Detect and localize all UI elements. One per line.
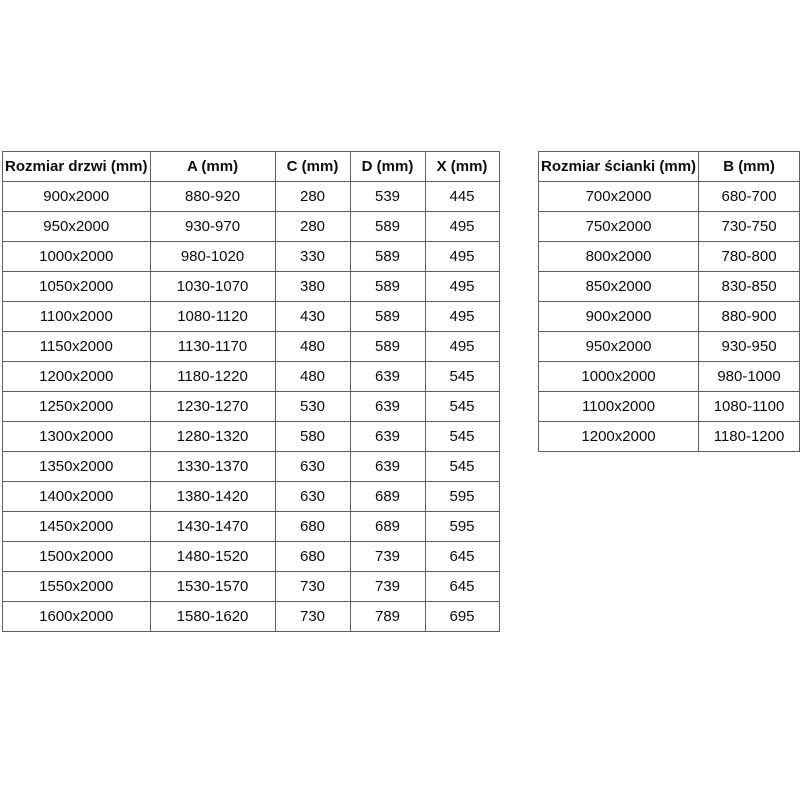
- table-cell: 1530-1570: [150, 572, 275, 602]
- table-cell: 1080-1100: [699, 392, 800, 422]
- door-sizes-table: [2, 151, 500, 632]
- table-cell: 1400x2000: [3, 482, 151, 512]
- table-cell: 1230-1270: [150, 392, 275, 422]
- wall-sizes-header-row: [539, 152, 800, 182]
- table-cell: 1200x2000: [3, 362, 151, 392]
- table-row: [539, 302, 800, 332]
- table-row: [3, 452, 500, 482]
- table-cell: 630: [275, 452, 350, 482]
- table-cell: 639: [350, 392, 425, 422]
- table-cell: 830-850: [699, 272, 800, 302]
- table-cell: 1480-1520: [150, 542, 275, 572]
- table-cell: 1030-1070: [150, 272, 275, 302]
- table-cell: 800x2000: [539, 242, 699, 272]
- table-row: [3, 602, 500, 632]
- table-cell: 1330-1370: [150, 452, 275, 482]
- table-cell: 730: [275, 572, 350, 602]
- table-cell: 1500x2000: [3, 542, 151, 572]
- table-row: [3, 182, 500, 212]
- table-cell: 595: [425, 482, 499, 512]
- table-cell: 595: [425, 512, 499, 542]
- table-cell: 700x2000: [539, 182, 699, 212]
- table-row: [3, 212, 500, 242]
- table-cell: 880-900: [699, 302, 800, 332]
- table-cell: 730-750: [699, 212, 800, 242]
- table-cell: 1100x2000: [3, 302, 151, 332]
- door-sizes-grid: [2, 151, 500, 632]
- wall-sizes-body: [539, 182, 800, 452]
- table-row: [539, 422, 800, 452]
- table-cell: 495: [425, 212, 499, 242]
- table-cell: 589: [350, 272, 425, 302]
- table-cell: 950x2000: [539, 332, 699, 362]
- table-cell: 689: [350, 512, 425, 542]
- table-cell: 1000x2000: [539, 362, 699, 392]
- table-cell: 280: [275, 182, 350, 212]
- column-header-a: A (mm): [150, 152, 275, 182]
- table-cell: 639: [350, 452, 425, 482]
- table-row: [3, 512, 500, 542]
- table-cell: 1380-1420: [150, 482, 275, 512]
- table-cell: 1000x2000: [3, 242, 151, 272]
- table-cell: 639: [350, 362, 425, 392]
- table-row: [539, 392, 800, 422]
- table-cell: 1150x2000: [3, 332, 151, 362]
- table-row: [3, 482, 500, 512]
- table-cell: 739: [350, 572, 425, 602]
- table-cell: 645: [425, 572, 499, 602]
- table-cell: 730: [275, 602, 350, 632]
- table-row: [3, 422, 500, 452]
- table-cell: 980-1020: [150, 242, 275, 272]
- table-row: [3, 242, 500, 272]
- wall-sizes-grid: [538, 151, 800, 452]
- table-cell: 495: [425, 242, 499, 272]
- table-cell: 589: [350, 242, 425, 272]
- table-cell: 480: [275, 332, 350, 362]
- column-header-d: D (mm): [350, 152, 425, 182]
- table-cell: 1080-1120: [150, 302, 275, 332]
- table-cell: 1430-1470: [150, 512, 275, 542]
- table-cell: 880-920: [150, 182, 275, 212]
- table-cell: 1100x2000: [539, 392, 699, 422]
- table-row: [539, 242, 800, 272]
- table-cell: 545: [425, 452, 499, 482]
- table-row: [3, 572, 500, 602]
- table-row: [539, 182, 800, 212]
- table-cell: 1130-1170: [150, 332, 275, 362]
- table-cell: 545: [425, 392, 499, 422]
- table-cell: 900x2000: [3, 182, 151, 212]
- table-cell: 680: [275, 512, 350, 542]
- column-header-x: X (mm): [425, 152, 499, 182]
- table-row: [3, 272, 500, 302]
- table-cell: 1200x2000: [539, 422, 699, 452]
- table-row: [539, 212, 800, 242]
- table-cell: 1300x2000: [3, 422, 151, 452]
- table-cell: 1350x2000: [3, 452, 151, 482]
- table-cell: 780-800: [699, 242, 800, 272]
- table-cell: 639: [350, 422, 425, 452]
- table-cell: 930-970: [150, 212, 275, 242]
- table-cell: 630: [275, 482, 350, 512]
- table-cell: 589: [350, 332, 425, 362]
- table-cell: 445: [425, 182, 499, 212]
- table-cell: 480: [275, 362, 350, 392]
- column-header-rozmiar-drzwi: Rozmiar drzwi (mm): [3, 152, 151, 182]
- door-sizes-body: [3, 182, 500, 632]
- table-row: [3, 542, 500, 572]
- table-cell: 1050x2000: [3, 272, 151, 302]
- table-cell: 380: [275, 272, 350, 302]
- column-header-b: B (mm): [699, 152, 800, 182]
- table-cell: 1250x2000: [3, 392, 151, 422]
- table-cell: 739: [350, 542, 425, 572]
- table-row: [3, 332, 500, 362]
- table-cell: 545: [425, 362, 499, 392]
- table-row: [539, 332, 800, 362]
- table-cell: 1550x2000: [3, 572, 151, 602]
- table-cell: 280: [275, 212, 350, 242]
- table-row: [3, 302, 500, 332]
- table-cell: 539: [350, 182, 425, 212]
- table-cell: 689: [350, 482, 425, 512]
- table-cell: 695: [425, 602, 499, 632]
- table-cell: 950x2000: [3, 212, 151, 242]
- table-row: [539, 362, 800, 392]
- wall-sizes-table: [538, 151, 800, 452]
- column-header-rozmiar-scianki: Rozmiar ścianki (mm): [539, 152, 699, 182]
- table-cell: 580: [275, 422, 350, 452]
- table-cell: 789: [350, 602, 425, 632]
- table-cell: 589: [350, 212, 425, 242]
- table-cell: 330: [275, 242, 350, 272]
- table-cell: 680-700: [699, 182, 800, 212]
- table-cell: 430: [275, 302, 350, 332]
- table-cell: 495: [425, 272, 499, 302]
- table-cell: 545: [425, 422, 499, 452]
- table-row: [3, 392, 500, 422]
- table-cell: 680: [275, 542, 350, 572]
- table-cell: 980-1000: [699, 362, 800, 392]
- table-row: [3, 362, 500, 392]
- table-cell: 900x2000: [539, 302, 699, 332]
- column-header-c: C (mm): [275, 152, 350, 182]
- door-sizes-header-row: [3, 152, 500, 182]
- table-cell: 1600x2000: [3, 602, 151, 632]
- table-cell: 495: [425, 332, 499, 362]
- table-cell: 645: [425, 542, 499, 572]
- table-cell: 589: [350, 302, 425, 332]
- table-cell: 495: [425, 302, 499, 332]
- table-row: [539, 272, 800, 302]
- table-cell: 850x2000: [539, 272, 699, 302]
- table-cell: 1580-1620: [150, 602, 275, 632]
- table-cell: 930-950: [699, 332, 800, 362]
- table-cell: 1180-1220: [150, 362, 275, 392]
- table-cell: 750x2000: [539, 212, 699, 242]
- table-cell: 530: [275, 392, 350, 422]
- table-cell: 1180-1200: [699, 422, 800, 452]
- table-cell: 1280-1320: [150, 422, 275, 452]
- table-cell: 1450x2000: [3, 512, 151, 542]
